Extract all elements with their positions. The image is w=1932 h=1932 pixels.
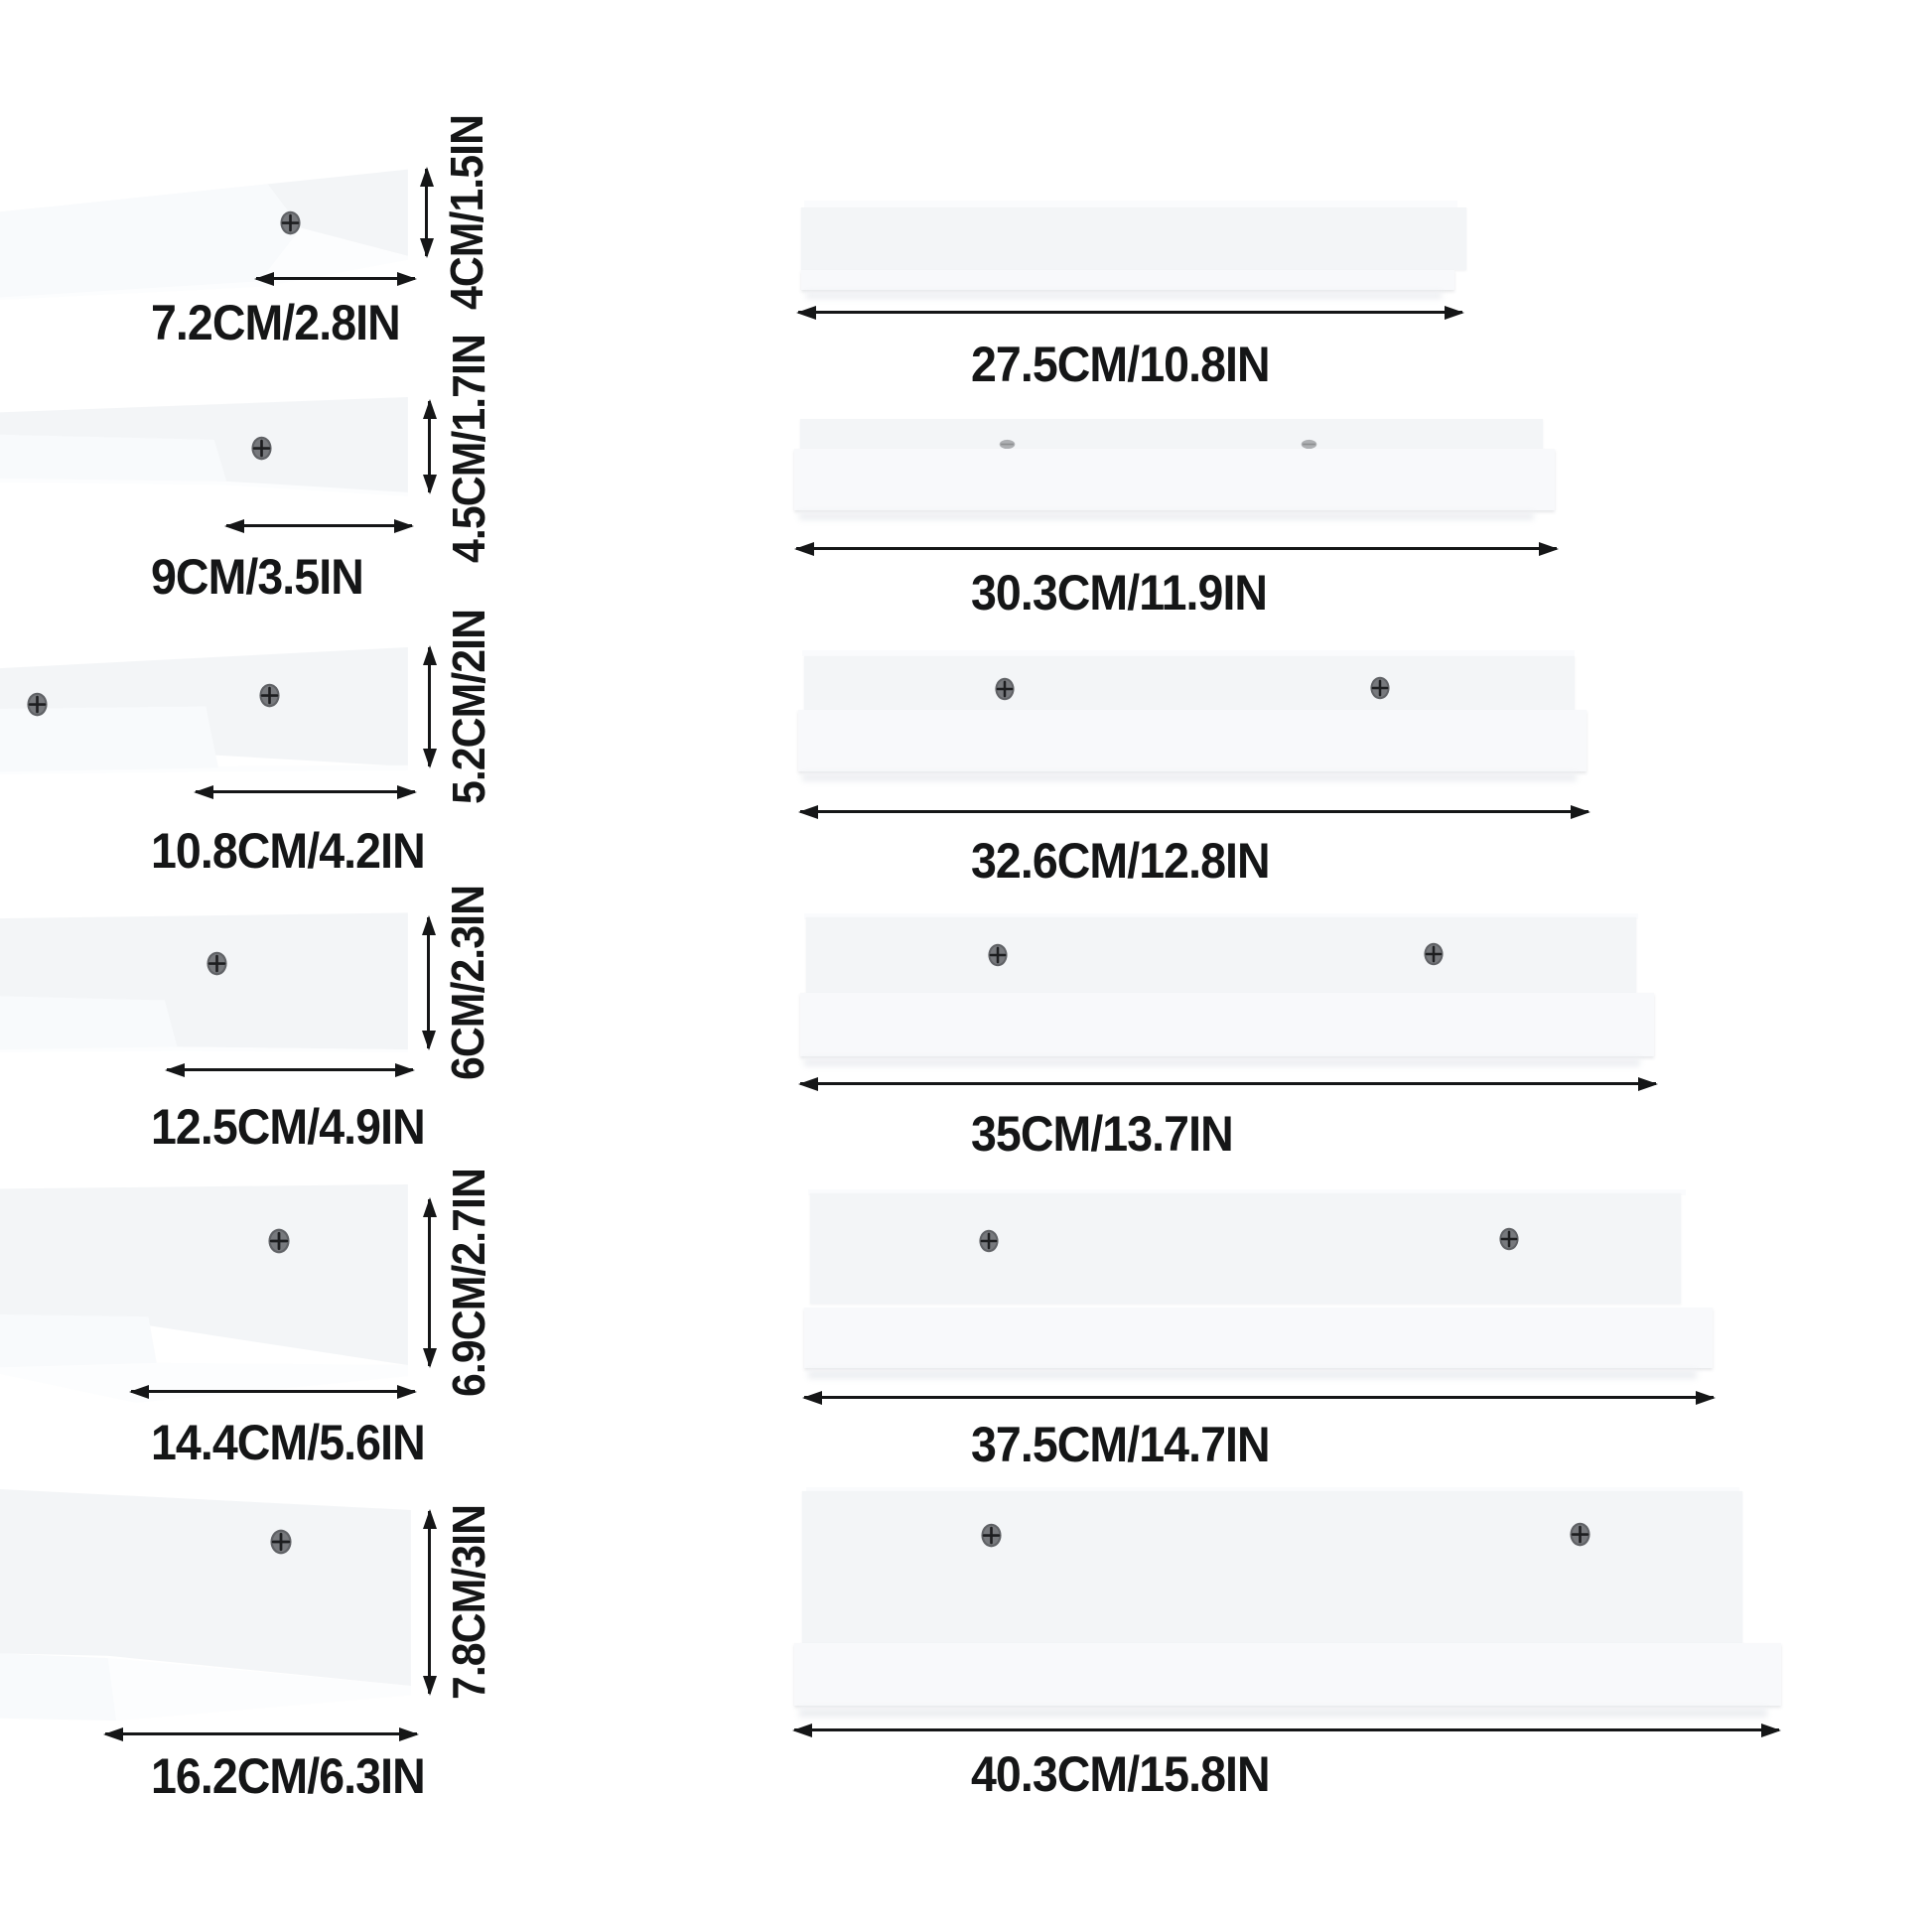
height-arrow-3 xyxy=(428,647,431,766)
screw-icon xyxy=(27,692,48,717)
height-label-5: 6.9CM/2.7IN xyxy=(443,1169,494,1397)
shelf-side-view-6 xyxy=(0,1489,415,1721)
depth-label-5: 14.4CM/5.6IN xyxy=(151,1415,425,1470)
shelf-back-panel xyxy=(800,419,1543,449)
depth-label-4: 12.5CM/4.9IN xyxy=(151,1099,425,1155)
width-label-4: 35CM/13.7IN xyxy=(971,1106,1233,1162)
height-label-4: 6CM/2.3IN xyxy=(442,885,493,1081)
screw-icon xyxy=(207,951,227,976)
screw-icon xyxy=(1424,942,1444,966)
depth-arrow-4 xyxy=(167,1068,413,1071)
shelf-back-panel xyxy=(802,1491,1742,1643)
shelf-front-view-5 xyxy=(794,1189,1718,1380)
width-arrow-4 xyxy=(800,1082,1656,1085)
shelf-side-view-4 xyxy=(0,911,412,1052)
shelf-front-view-1 xyxy=(794,199,1479,300)
screw-icon xyxy=(988,943,1008,967)
shelf-shadow xyxy=(804,1058,1640,1066)
shelf-ledge xyxy=(794,1643,1781,1706)
shelf-ledge xyxy=(794,449,1555,510)
shelf-back-panel xyxy=(806,917,1636,993)
shelf-front-view-3 xyxy=(794,645,1593,784)
height-arrow-2 xyxy=(428,401,431,492)
height-arrow-6 xyxy=(428,1511,431,1694)
height-label-2: 4.5CM/1.7IN xyxy=(443,335,494,563)
height-arrow-5 xyxy=(428,1199,431,1366)
shelf-shadow xyxy=(799,1708,1767,1718)
width-arrow-2 xyxy=(796,547,1557,550)
shelf-front-view-2 xyxy=(794,417,1564,522)
depth-label-6: 16.2CM/6.3IN xyxy=(151,1748,425,1804)
screw-icon xyxy=(251,436,272,461)
screw-icon xyxy=(259,683,280,708)
depth-label-2: 9CM/3.5IN xyxy=(151,549,363,605)
screw-icon xyxy=(981,1523,1002,1548)
depth-label-3: 10.8CM/4.2IN xyxy=(151,823,425,879)
shelf-shadow xyxy=(802,773,1577,781)
height-label-6: 7.8CM/3IN xyxy=(443,1504,494,1701)
shelf-back-panel xyxy=(810,1193,1681,1304)
shelf-top-edge xyxy=(804,201,1457,207)
depth-arrow-5 xyxy=(131,1390,415,1393)
screw-icon xyxy=(280,210,301,235)
screw-icon xyxy=(995,677,1015,701)
shelf-shadow xyxy=(806,292,1442,299)
shelf-side-view-5 xyxy=(0,1184,412,1405)
height-arrow-1 xyxy=(425,169,428,256)
screw-icon xyxy=(268,1228,290,1254)
height-arrow-4 xyxy=(427,917,430,1048)
screw-icon xyxy=(1499,1227,1519,1251)
width-label-6: 40.3CM/15.8IN xyxy=(971,1746,1270,1802)
shelf-back-panel xyxy=(804,656,1575,710)
height-label-3: 5.2CM/2IN xyxy=(443,609,494,805)
width-arrow-1 xyxy=(798,311,1462,314)
width-label-5: 37.5CM/14.7IN xyxy=(971,1417,1270,1472)
width-label-2: 30.3CM/11.9IN xyxy=(971,565,1268,621)
depth-arrow-1 xyxy=(256,277,415,280)
screw-icon xyxy=(270,1529,292,1555)
shelf-ledge xyxy=(801,270,1454,290)
shelf-side-view-2 xyxy=(0,395,412,496)
shelf-side-view-3 xyxy=(0,643,412,774)
shelf-ledge xyxy=(800,993,1654,1056)
width-arrow-5 xyxy=(804,1396,1714,1399)
shelf-ledge xyxy=(798,710,1587,771)
shelf-front-view-6 xyxy=(794,1487,1783,1718)
width-arrow-3 xyxy=(800,810,1588,813)
shelf-shadow xyxy=(808,1370,1697,1379)
depth-label-1: 7.2CM/2.8IN xyxy=(151,295,400,350)
shelf-shadow xyxy=(799,512,1534,520)
screw-icon xyxy=(979,1229,999,1253)
shelf-front-face xyxy=(801,207,1466,270)
depth-arrow-6 xyxy=(105,1732,417,1735)
screw-icon xyxy=(1370,676,1390,700)
width-label-3: 32.6CM/12.8IN xyxy=(971,833,1270,889)
shelf-front-view-4 xyxy=(794,913,1663,1068)
width-arrow-6 xyxy=(794,1728,1779,1731)
depth-arrow-2 xyxy=(226,524,412,527)
width-label-1: 27.5CM/10.8IN xyxy=(971,337,1270,392)
height-label-1: 4CM/1.5IN xyxy=(441,114,492,311)
screw-icon xyxy=(1570,1522,1590,1547)
shelf-ledge xyxy=(804,1308,1713,1368)
depth-arrow-3 xyxy=(196,790,415,793)
